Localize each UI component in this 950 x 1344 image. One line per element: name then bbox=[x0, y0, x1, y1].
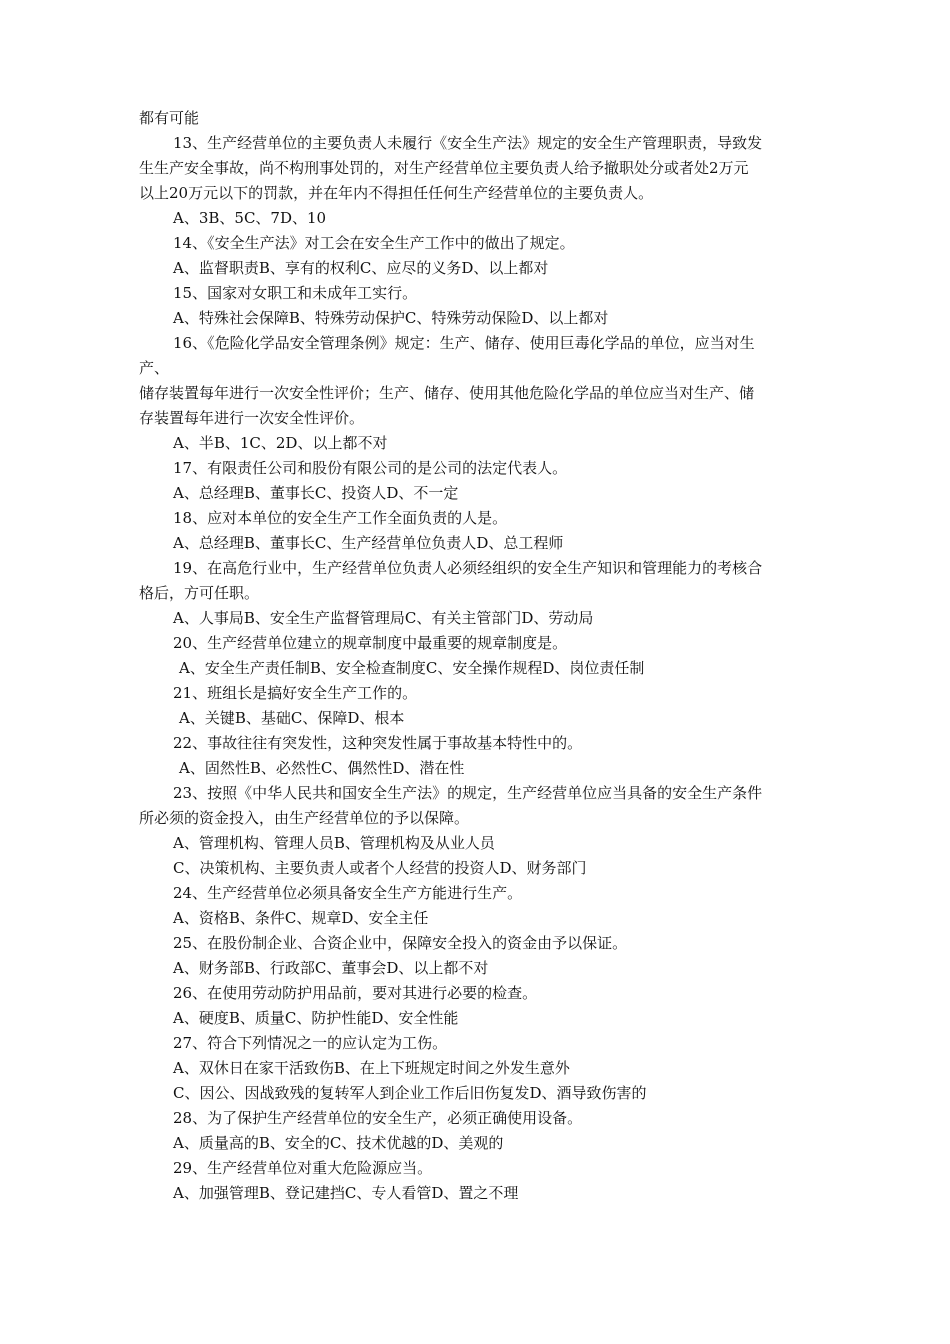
document-page bbox=[139, 106, 839, 1206]
text-line: A、特殊社会保障B、特殊劳动保护C、特殊劳动保险D、以上都对 bbox=[173, 309, 609, 327]
text-line: 格后，方可任职。 bbox=[139, 584, 260, 602]
text-line: 都有可能 bbox=[139, 109, 200, 127]
text-line: A、关键B、基础C、保障D、根本 bbox=[179, 709, 405, 727]
text-line: 13、生产经营单位的主要负责人未履行《安全生产法》规定的安全生产管理职责，导致发 bbox=[173, 134, 763, 152]
text-line: 21、班组长是搞好安全生产工作的。 bbox=[173, 684, 418, 702]
text-line: 27、符合下列情况之一的应认定为工伤。 bbox=[173, 1034, 448, 1052]
text-line: 23、按照《中华人民共和国安全生产法》的规定，生产经营单位应当具备的安全生产条件 bbox=[173, 784, 763, 802]
text-line: A、双休日在家干活致伤B、在上下班规定时间之外发生意外 bbox=[173, 1059, 570, 1077]
text-line: 22、事故往往有突发性，这种突发性属于事故基本特性中的。 bbox=[173, 734, 583, 752]
text-line: A、硬度B、质量C、防护性能D、安全性能 bbox=[173, 1009, 459, 1027]
text-line: A、固然性B、必然性C、偶然性D、潜在性 bbox=[179, 759, 465, 777]
text-line: A、总经理B、董事长C、投资人D、不一定 bbox=[173, 484, 459, 502]
text-line: 20、生产经营单位建立的规章制度中最重要的规章制度是。 bbox=[173, 634, 568, 652]
text-line: 15、国家对女职工和未成年工实行。 bbox=[173, 284, 418, 302]
text-line: 18、应对本单位的安全生产工作全面负责的人是。 bbox=[173, 509, 508, 527]
text-line: A、加强管理B、登记建挡C、专人看管D、置之不理 bbox=[173, 1184, 519, 1202]
text-line: A、安全生产责任制B、安全检查制度C、安全操作规程D、岗位责任制 bbox=[179, 659, 645, 677]
text-line: 储存装置每年进行一次安全性评价；生产、储存、使用其他危险化学品的单位应当对生产、储 bbox=[139, 384, 755, 402]
text-line: A、质量高的B、安全的C、技术优越的D、美观的 bbox=[173, 1134, 504, 1152]
text-line: C、因公、因战致残的复转军人到企业工作后旧伤复发D、酒导致伤害的 bbox=[173, 1084, 647, 1102]
text-line: 所必须的资金投入，由生产经营单位的予以保障。 bbox=[139, 809, 470, 827]
text-line: 29、生产经营单位对重大危险源应当。 bbox=[173, 1159, 433, 1177]
text-line: 生生产安全事故，尚不构刑事处罚的，对生产经营单位主要负责人给予撤职处分或者处2万元 bbox=[139, 159, 749, 177]
text-line: 存装置每年进行一次安全性评价。 bbox=[139, 409, 365, 427]
text-line: 16、《危险化学品安全管理条例》规定：生产、储存、使用巨毒化学品的单位，应当对生 bbox=[173, 334, 755, 352]
text-line: 26、在使用劳动防护用品前，要对其进行必要的检查。 bbox=[173, 984, 538, 1002]
text-line: A、总经理B、董事长C、生产经营单位负责人D、总工程师 bbox=[173, 534, 564, 552]
text-line: 产、 bbox=[139, 359, 170, 377]
text-line: A、3B、5C、7D、10 bbox=[173, 209, 327, 227]
text-line: 17、有限责任公司和股份有限公司的是公司的法定代表人。 bbox=[173, 459, 568, 477]
text-line: A、半B、1C、2D、以上都不对 bbox=[173, 434, 388, 452]
text-line: 25、在股份制企业、合资企业中，保障安全投入的资金由予以保证。 bbox=[173, 934, 628, 952]
text-line: A、人事局B、安全生产监督管理局C、有关主管部门D、劳动局 bbox=[173, 609, 594, 627]
text-line: 28、为了保护生产经营单位的安全生产，必须正确使用设备。 bbox=[173, 1109, 583, 1127]
text-line: 19、在高危行业中，生产经营单位负责人必须经组织的安全生产知识和管理能力的考核合 bbox=[173, 559, 763, 577]
text-line: 24、生产经营单位必须具备安全生产方能进行生产。 bbox=[173, 884, 523, 902]
text-line: 14、《安全生产法》对工会在安全生产工作中的做出了规定。 bbox=[173, 234, 575, 252]
text-line: A、监督职责B、享有的权利C、应尽的义务D、以上都对 bbox=[173, 259, 549, 277]
text-line: 以上20万元以下的罚款，并在年内不得担任任何生产经营单位的主要负责人。 bbox=[139, 184, 654, 202]
text-line: C、决策机构、主要负责人或者个人经营的投资人D、财务部门 bbox=[173, 859, 587, 877]
text-line: A、资格B、条件C、规章D、安全主任 bbox=[173, 909, 429, 927]
text-line: A、财务部B、行政部C、董事会D、以上都不对 bbox=[173, 959, 489, 977]
text-line: A、管理机构、管理人员B、管理机构及从业人员 bbox=[173, 834, 495, 852]
